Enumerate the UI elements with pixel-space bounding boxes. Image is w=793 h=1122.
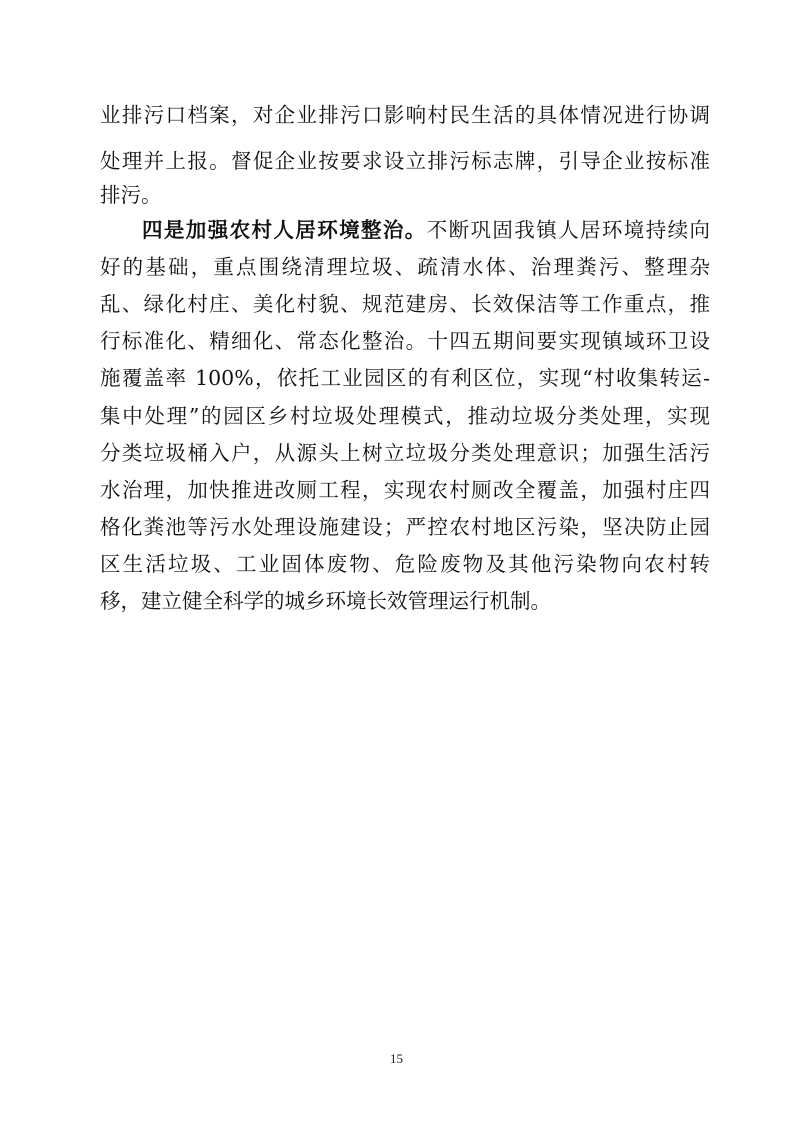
paragraph-2-line-1 xyxy=(142,215,710,245)
paragraph-2-line-9: 格化粪池等污水处理设施建设；严控农村地区污染，坚决防止园 xyxy=(100,515,710,539)
paragraph-1-line-2: 处理并上报。督促企业按要求设立排污标志牌，引导企业按标准 xyxy=(100,149,710,173)
paragraph-2-line-6: 集中处理”的园区乡村垃圾处理模式，推动垃圾分类处理，实现 xyxy=(100,404,710,428)
paragraph-2-line-5: 施覆盖率 100%，依托工业园区的有利区位，实现“村收集转运- xyxy=(100,366,710,390)
paragraph-2-line-2: 好的基础，重点围绕清理垃圾、疏清水体、治理粪污、整理杂 xyxy=(100,255,710,279)
paragraph-2-line-3: 乱、绿化村庄、美化村貌、规范建房、长效保洁等工作重点，推 xyxy=(100,292,710,316)
paragraph-2-line-4: 行标准化、精细化、常态化整治。十四五期间要实现镇域环卫设 xyxy=(100,329,710,353)
paragraph-2-line-10: 区生活垃圾、工业固体废物、危险废物及其他污染物向农村转 xyxy=(100,552,710,576)
paragraph-2-line-7: 分类垃圾桶入户，从源头上树立垃圾分类处理意识；加强生活污 xyxy=(100,441,710,465)
paragraph-2-line-11: 移，建立健全科学的城乡环境长效管理运行机制。 xyxy=(100,589,551,613)
paragraph-1-line-1: 业排污口档案，对企业排污口影响村民生活的具体情况进行协调 xyxy=(100,103,710,127)
page-number: 15 xyxy=(390,1051,403,1066)
section-heading: 四是加强农村人居环境整治。 xyxy=(142,218,427,242)
paragraph-2-line-8: 水治理，加快推进改厕工程，实现农村厕改全覆盖，加强村庄四 xyxy=(100,478,710,502)
paragraph-2-line-1-text: 不断巩固我镇人居环境持续向 xyxy=(426,218,711,242)
paragraph-1-line-3: 排污。 xyxy=(100,183,162,207)
